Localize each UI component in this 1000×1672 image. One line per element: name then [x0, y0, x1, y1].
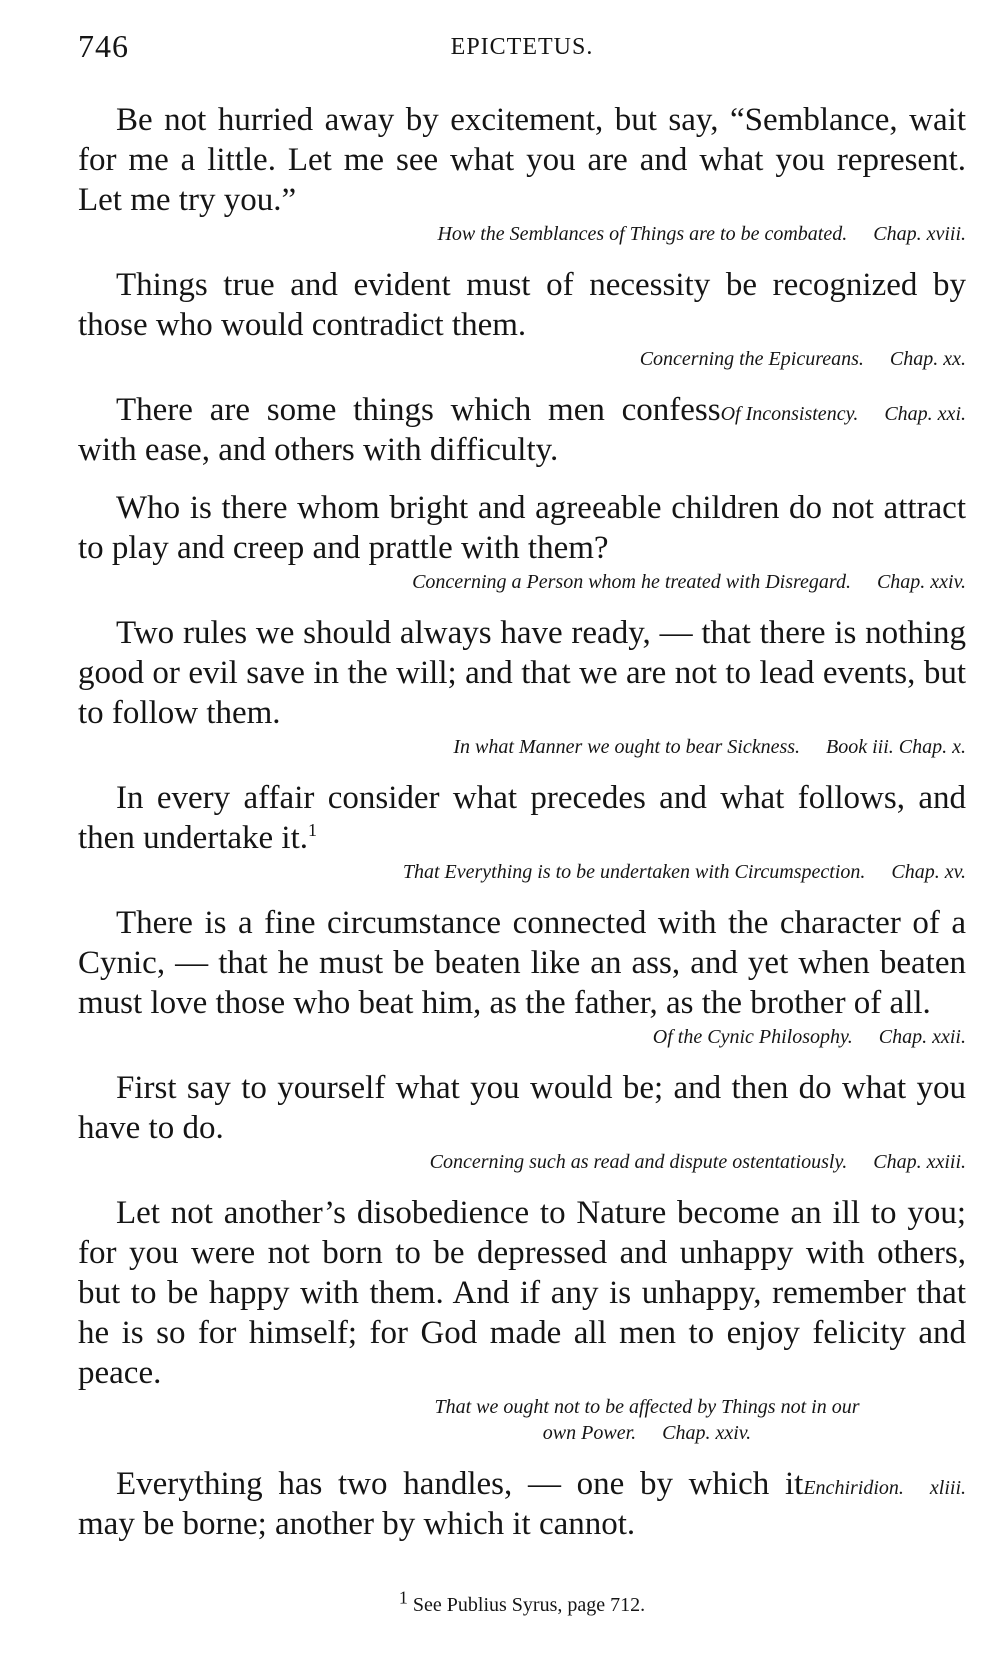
citation-chapter: xliii.: [929, 1477, 966, 1499]
quote-entry: [78, 778, 966, 885]
citation-source-line2: own Power.: [542, 1422, 637, 1444]
citation-chapter: Chap. xxiii.: [873, 1151, 966, 1173]
quote-citation: [78, 859, 966, 885]
quote-entry: [78, 265, 966, 372]
quote-entry: [78, 488, 966, 595]
citation-chapter: Chap. xxiv.: [876, 571, 966, 593]
citation-source-continued: [328, 1420, 966, 1446]
quote-text: Let not another’s disobedience to Nature become an ill to you; for you were not born to be depressed and unhappy with others, but to be happy with them. And if any is unhappy, remember that he is so for himself; for God made all men to enjoy felicity and peace.: [78, 1195, 966, 1391]
quote-paragraph: [78, 778, 966, 858]
footnote: [78, 1587, 966, 1617]
citation-source: In what Manner we ought to bear Sickness.: [453, 736, 801, 758]
footnote-text: See Publius Syrus, page 712.: [412, 1594, 646, 1616]
footnote-reference: 1: [308, 820, 318, 840]
citation-source: Concerning a Person whom he treated with Disregard.: [412, 571, 851, 593]
quote-citation: [78, 1394, 966, 1446]
quote-entry: [78, 613, 966, 760]
quote-paragraph: [78, 1464, 966, 1544]
page-header: [78, 24, 966, 74]
citation-chapter: Chap. xxi.: [884, 403, 966, 425]
book-page: [78, 0, 966, 1672]
quote-text: In every affair consider what precedes and what follows, and then undertake it.: [78, 780, 966, 856]
citation-source: That Everything is to be undertaken with Circumspection.: [402, 861, 866, 883]
quote-paragraph: [78, 390, 966, 470]
citation-source: Concerning the Epicureans.: [639, 348, 864, 370]
running-title: EPICTETUS.: [450, 34, 594, 60]
quote-citation: [78, 569, 966, 595]
citation-chapter: Chap. xv.: [891, 861, 966, 883]
page-number: 746: [78, 28, 129, 64]
quote-entry: [78, 100, 966, 247]
quote-entry: [78, 1068, 966, 1175]
citation-source: Enchiridion.: [803, 1477, 904, 1499]
citation-source: Of Inconsistency.: [720, 403, 859, 425]
quote-citation: [78, 734, 966, 760]
quote-citation: [78, 1024, 966, 1050]
quote-citation: [803, 1468, 966, 1508]
quote-citation: [721, 394, 966, 434]
quote-entry: [78, 1193, 966, 1446]
footnote-marker: 1: [398, 1587, 408, 1608]
quote-citation: [78, 1149, 966, 1175]
citation-source: How the Semblances of Things are to be combated.: [437, 223, 848, 245]
quote-text: Two rules we should always have ready, — that there is nothing good or evil save in the will; and that we are not to lead events, but to follow them.: [78, 615, 966, 731]
quote-text: Who is there whom bright and agreeable children do not attract to play and creep and prattle with them?: [78, 490, 966, 566]
quote-text: Everything has two handles, — one by which it may be borne; another by which it cannot.: [78, 1466, 804, 1542]
citation-source: Of the Cynic Philosophy.: [652, 1026, 853, 1048]
quote-entry: [78, 390, 966, 470]
quote-text: Things true and evident must of necessity be recognized by those who would contradict them.: [78, 267, 966, 343]
citation-chapter: Book iii. Chap. x.: [826, 736, 966, 758]
quote-entry: [78, 1464, 966, 1544]
citation-source: Concerning such as read and dispute ostentatiously.: [429, 1151, 848, 1173]
citation-chapter: Chap. xxiv.: [662, 1422, 752, 1444]
quote-entry: [78, 903, 966, 1050]
citation-chapter: Chap. xxii.: [878, 1026, 966, 1048]
quote-text: There are some things which men confess with ease, and others with difficulty.: [78, 392, 721, 468]
citation-chapter: Chap. xviii.: [873, 223, 966, 245]
quotes-list: [78, 100, 966, 1562]
quote-text: There is a fine circumstance connected with the character of a Cynic, — that he must be beaten like an ass, and yet when beaten must love those who beat him, as the father, as the brother of all.: [78, 905, 966, 1021]
citation-source: That we ought not to be affected by Things not in our: [434, 1396, 860, 1418]
quote-citation: [78, 346, 966, 372]
citation-chapter: Chap. xx.: [889, 348, 966, 370]
quote-text: Be not hurried away by excitement, but say, “Semblance, wait for me a little. Let me see what you are and what you represent. Let me try you.”: [78, 102, 966, 218]
quote-citation: [78, 221, 966, 247]
quote-text: First say to yourself what you would be; and then do what you have to do.: [78, 1070, 966, 1146]
